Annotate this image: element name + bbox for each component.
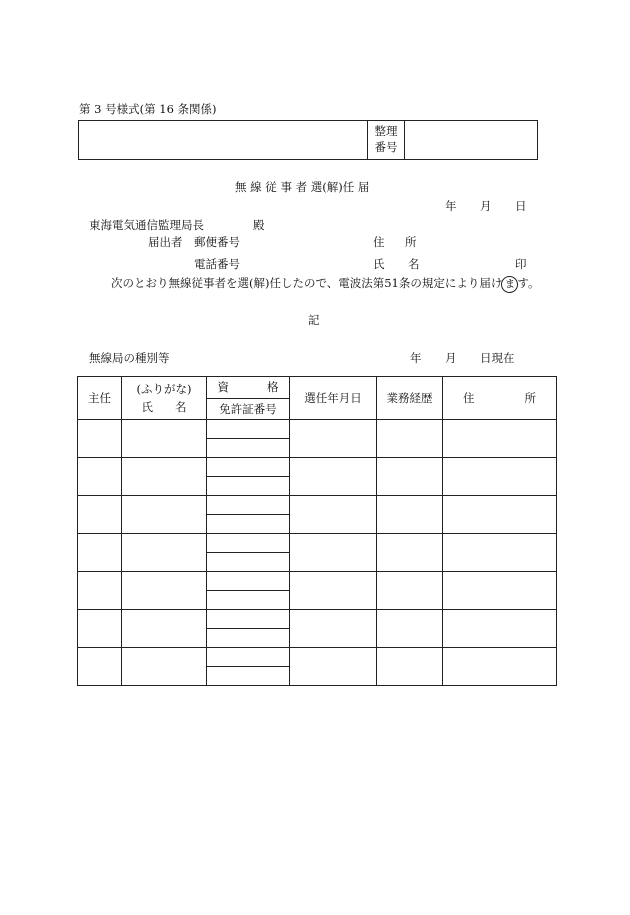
header-shikaku-1: 資 — [217, 380, 229, 395]
form-number: 第 3 号様式(第 16 条関係) — [79, 102, 217, 116]
cell-career[interactable] — [377, 534, 443, 572]
ki-heading: 記 — [308, 313, 320, 327]
cell-license-no[interactable] — [207, 629, 290, 648]
cell-shunin[interactable] — [78, 458, 122, 496]
addressee-honorific: 殿 — [253, 218, 265, 232]
control-label-line2: 番号 — [374, 140, 398, 154]
table-row — [78, 534, 557, 553]
cell-address[interactable] — [443, 458, 557, 496]
table-row — [78, 420, 557, 439]
cell-appoint-date[interactable] — [290, 458, 377, 496]
control-box-blank — [79, 121, 368, 160]
cell-license-no[interactable] — [207, 553, 290, 572]
cell-appoint-date[interactable] — [290, 648, 377, 686]
header-appoint-date: 選任年月日 — [290, 377, 377, 420]
cell-career[interactable] — [377, 572, 443, 610]
control-number-field[interactable] — [405, 121, 538, 160]
postal-code-label: 郵便番号 — [194, 235, 240, 249]
cell-address[interactable] — [443, 420, 557, 458]
cell-shikaku[interactable] — [207, 572, 290, 591]
cell-career[interactable] — [377, 420, 443, 458]
address-label: 住 — [373, 235, 385, 249]
station-month-label: 月 — [445, 351, 457, 365]
cell-name[interactable] — [122, 648, 207, 686]
station-type-label: 無線局の種別等 — [89, 351, 170, 365]
control-number-label — [368, 121, 405, 160]
header-furigana: (ふりがな) — [136, 382, 192, 396]
cell-shikaku[interactable] — [207, 420, 290, 439]
addressee-office: 東海電気通信監理局長 — [89, 218, 204, 232]
statement-before: 次のとおり無線従事者を選(解)任したので、電波法第51条の規定により届け — [111, 276, 503, 290]
cell-shikaku[interactable] — [207, 458, 290, 477]
station-year-label: 年 — [410, 351, 422, 365]
seal-label: 印 — [515, 257, 527, 271]
header-career: 業務経歴 — [377, 377, 443, 420]
operator-table — [77, 376, 557, 686]
table-row — [78, 458, 557, 477]
name-label-2: 名 — [408, 257, 420, 271]
cell-name[interactable] — [122, 496, 207, 534]
cell-name[interactable] — [122, 420, 207, 458]
cell-career[interactable] — [377, 648, 443, 686]
control-label-line1: 整理 — [374, 124, 398, 139]
cell-shikaku[interactable] — [207, 648, 290, 667]
cell-career[interactable] — [377, 496, 443, 534]
header-address — [443, 377, 557, 420]
header-license-no: 免許証番号 — [207, 398, 290, 420]
statement-circled-char: ま — [501, 276, 518, 293]
station-day-label: 日現在 — [480, 351, 515, 365]
cell-name[interactable] — [122, 458, 207, 496]
header-shikaku — [207, 377, 290, 399]
header-name-2: 名 — [175, 400, 187, 414]
table-row — [78, 610, 557, 629]
cell-shunin[interactable] — [78, 572, 122, 610]
applicant-label: 届出者 — [148, 235, 183, 249]
cell-license-no[interactable] — [207, 439, 290, 458]
cell-shunin[interactable] — [78, 420, 122, 458]
cell-appoint-date[interactable] — [290, 572, 377, 610]
cell-address[interactable] — [443, 648, 557, 686]
table-row — [78, 496, 557, 515]
header-shunin: 主任 — [78, 377, 122, 420]
control-number-box — [78, 120, 538, 160]
header-address-1: 住 — [463, 391, 475, 405]
cell-address[interactable] — [443, 610, 557, 648]
document-title: 無 線 従 事 者 選(解)任 届 — [235, 180, 370, 194]
cell-shikaku[interactable] — [207, 610, 290, 629]
cell-license-no[interactable] — [207, 667, 290, 686]
cell-shikaku[interactable] — [207, 534, 290, 553]
cell-name[interactable] — [122, 534, 207, 572]
cell-license-no[interactable] — [207, 477, 290, 496]
cell-appoint-date[interactable] — [290, 420, 377, 458]
cell-license-no[interactable] — [207, 591, 290, 610]
cell-shikaku[interactable] — [207, 496, 290, 515]
cell-appoint-date[interactable] — [290, 610, 377, 648]
cell-shunin[interactable] — [78, 496, 122, 534]
statement-text — [111, 276, 539, 293]
header-name-1: 氏 — [141, 400, 153, 414]
cell-shunin[interactable] — [78, 610, 122, 648]
date-year-label: 年 — [445, 199, 457, 213]
header-address-2: 所 — [524, 391, 536, 405]
cell-address[interactable] — [443, 572, 557, 610]
phone-label: 電話番号 — [194, 257, 240, 271]
header-name — [122, 377, 207, 420]
date-month-label: 月 — [480, 199, 492, 213]
statement-after: す。 — [517, 276, 540, 290]
cell-license-no[interactable] — [207, 515, 290, 534]
table-row — [78, 648, 557, 667]
cell-name[interactable] — [122, 610, 207, 648]
cell-address[interactable] — [443, 534, 557, 572]
cell-career[interactable] — [377, 458, 443, 496]
table-row — [78, 572, 557, 591]
cell-shunin[interactable] — [78, 534, 122, 572]
cell-address[interactable] — [443, 496, 557, 534]
cell-appoint-date[interactable] — [290, 534, 377, 572]
name-label: 氏 — [373, 257, 385, 271]
header-shikaku-2: 格 — [267, 380, 279, 395]
date-day-label: 日 — [515, 199, 527, 213]
cell-shunin[interactable] — [78, 648, 122, 686]
cell-appoint-date[interactable] — [290, 496, 377, 534]
address-label-2: 所 — [405, 235, 417, 249]
cell-name[interactable] — [122, 572, 207, 610]
cell-career[interactable] — [377, 610, 443, 648]
